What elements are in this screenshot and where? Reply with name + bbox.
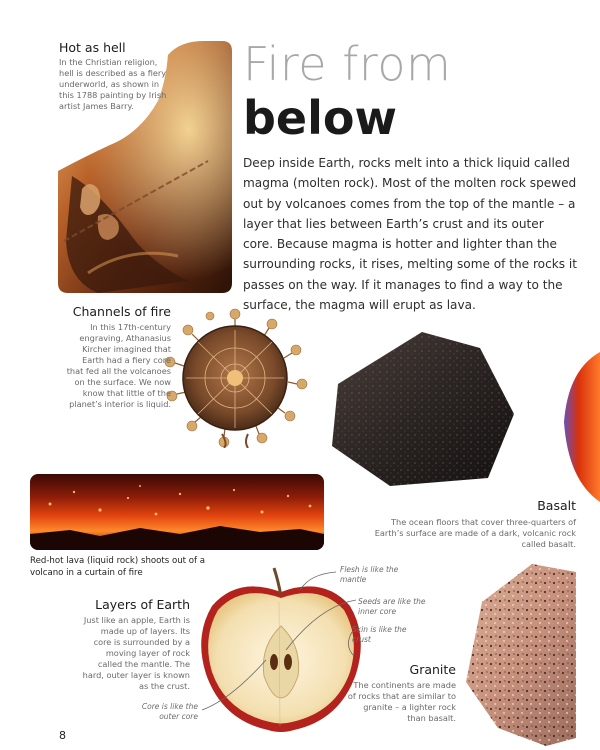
label-flesh	[340, 565, 400, 584]
basalt-caption	[370, 498, 576, 550]
granite-rock	[462, 562, 576, 746]
page-title	[243, 38, 451, 144]
label-flesh-text: Flesh is like the mantle	[340, 565, 399, 584]
channels-body: In this 17th-century engraving, Athanasius Kircher imagined that Earth had a fiery core that fed all the volcanoes on the surface. We now know that little of the planet’s interior is liquid.	[66, 322, 171, 409]
basalt-title: Basalt	[537, 498, 576, 513]
lava-photo	[30, 474, 324, 550]
layers-title: Layers of Earth	[95, 597, 190, 612]
hot-as-hell-title: Hot as hell	[59, 40, 126, 55]
label-core	[136, 702, 198, 721]
granite-title: Granite	[409, 662, 456, 677]
layers-body: Just like an apple, Earth is made up of layers. Its core is surrounded by a moving layer of rock called the mantle. The hard, outer layer is known as the crust.	[82, 615, 190, 691]
kircher-engraving	[162, 306, 308, 448]
intro-text	[243, 153, 577, 315]
channels-title: Channels of fire	[72, 304, 171, 319]
channels-caption	[63, 304, 171, 410]
apple-pointers	[160, 560, 360, 720]
hot-as-hell-caption	[59, 40, 169, 112]
edge-image	[540, 352, 600, 502]
label-core-text: Core is like the outer core	[141, 702, 198, 721]
label-skin-text: Skin is like the crust	[352, 625, 407, 644]
basalt-body: The ocean floors that cover three-quarters of Earth’s surface are made of a dark, volcanic rock called basalt.	[374, 517, 576, 549]
layers-caption	[82, 597, 190, 692]
intro-paragraph: Deep inside Earth, rocks melt into a thick liquid called magma (molten rock). Most of the molten rock spewed out by volcanoes comes from the top of the mantle – a layer that lies between Earth’s crust and its outer core. Because magma is hotter and lighter than the surrounding rocks, it rises, melting some of the rocks it passes on the way. If it manages to find a way to the surface, the magma will erupt as lava.	[243, 156, 577, 313]
lava-caption-text: Red-hot lava (liquid rock) shoots out of a volcano in a curtain of fire	[30, 556, 206, 578]
basalt-rock	[330, 328, 518, 488]
granite-body: The continents are made of rocks that are similar to granite – a lighter rock than basalt.	[347, 680, 456, 723]
title-light: Fire from	[243, 37, 452, 91]
label-seeds	[358, 597, 428, 616]
page-number: 8	[59, 729, 66, 742]
label-seeds-text: Seeds are like the inner core	[358, 597, 426, 616]
title-bold: below	[243, 91, 397, 145]
hot-as-hell-body: In the Christian religion, hell is described as a fiery underworld, as shown in this 1788 painting by Irish artist James Barry.	[59, 57, 167, 111]
label-skin	[352, 625, 412, 644]
granite-caption	[344, 662, 456, 724]
